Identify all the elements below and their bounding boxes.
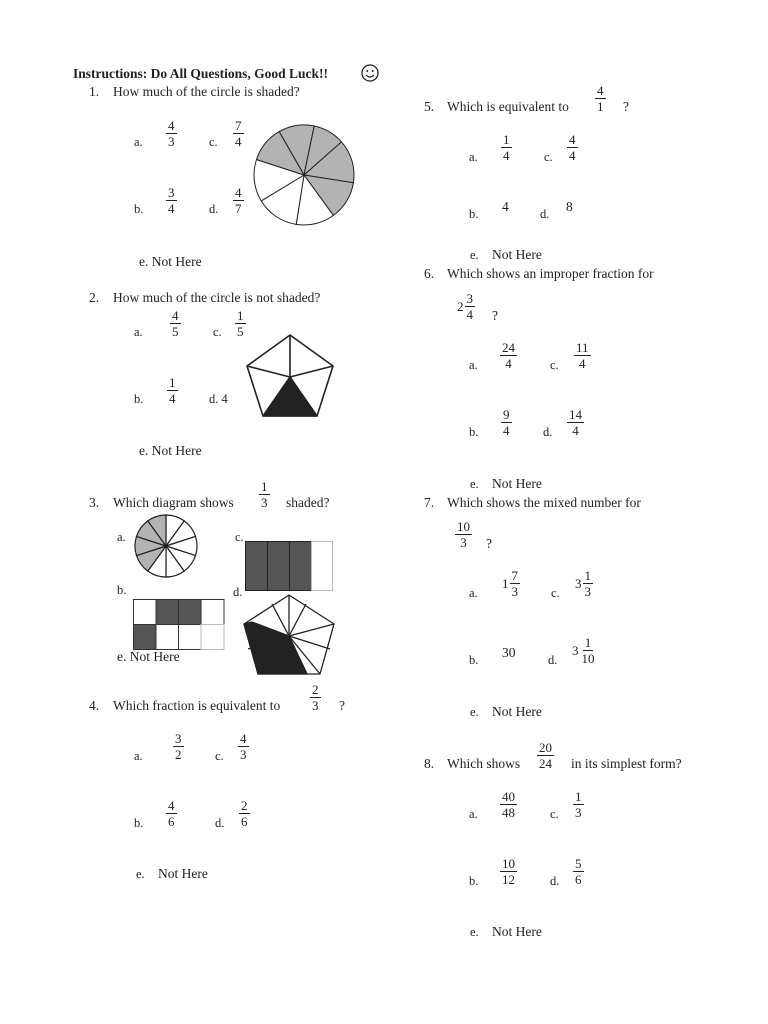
q1-option-b-fraction: $\frac{3}{4}$	[168, 185, 175, 216]
q8-option-d-fraction: $\frac{5}{6}$	[575, 856, 582, 887]
q1-option-c-fraction: $\frac{7}{4}$	[235, 118, 242, 149]
q1-option-b-label[interactable]: b.	[134, 202, 144, 216]
q4-option-a-label[interactable]: a.	[134, 749, 143, 763]
q7-option-e-label[interactable]: e.	[470, 705, 479, 719]
q8-option-d-label[interactable]: d.	[550, 874, 560, 888]
q1-option-d-label[interactable]: d.	[209, 202, 219, 216]
q5-option-e-label[interactable]: e.	[470, 248, 479, 262]
q5-option-a-fraction: $\frac{1}{4}$	[503, 132, 510, 163]
q5-option-d-label[interactable]: d.	[540, 207, 550, 221]
q6-question-mark: ?	[492, 308, 498, 323]
q6-option-d-fraction: $\frac{14}{4}$	[569, 407, 582, 438]
q2-option-a-label[interactable]: a.	[134, 325, 143, 339]
q7-option-c-mixed: 3 $\frac{1}{3}$	[575, 568, 591, 599]
q8-fraction: $\frac{20}{24}$	[539, 740, 552, 771]
q3-option-a-label[interactable]: a.	[117, 530, 126, 544]
q6-option-c-label[interactable]: c.	[550, 358, 559, 372]
q4-option-a-fraction: $\frac{3}{2}$	[175, 731, 182, 762]
q4-option-d-label[interactable]: d.	[215, 816, 225, 830]
q6-option-a-fraction: $\frac{24}{4}$	[502, 340, 515, 371]
q1-option-e[interactable]: e. Not Here	[139, 254, 202, 269]
q5-option-c-fraction: $\frac{4}{4}$	[569, 132, 576, 163]
q3-option-a-circle-diagram[interactable]	[134, 514, 198, 578]
q6-option-d-label[interactable]: d.	[543, 425, 553, 439]
q4-option-b-label[interactable]: b.	[134, 816, 144, 830]
q1-option-d-fraction: $\frac{4}{7}$	[235, 185, 242, 216]
q4-text: Which fraction is equivalent to	[113, 698, 281, 713]
q8-text: Which shows	[447, 756, 521, 771]
q1-option-c-label[interactable]: c.	[209, 135, 218, 149]
q2-option-c-fraction: $\frac{1}{5}$	[237, 308, 244, 339]
q7-option-d-mixed: 3 $\frac{1}{10}$	[572, 635, 595, 666]
q5-text: Which is equivalent to	[447, 99, 569, 114]
q4-option-c-label[interactable]: c.	[215, 749, 224, 763]
q4-option-e-text: Not Here	[158, 866, 208, 881]
q2-text: How much of the circle is not shaded?	[113, 290, 321, 305]
q7-question-mark: ?	[486, 536, 492, 551]
q7-option-e-text: Not Here	[492, 704, 542, 719]
q7-option-b-label[interactable]: b.	[469, 653, 479, 667]
q7-text: Which shows the mixed number for	[447, 495, 641, 510]
q8-option-e-text: Not Here	[492, 924, 542, 939]
q7-number: 7.	[424, 495, 435, 510]
q8-option-e-label[interactable]: e.	[470, 925, 479, 939]
q2-option-d[interactable]: d. 4	[209, 392, 228, 406]
q3-option-b-grid-diagram[interactable]	[133, 599, 225, 651]
q8-option-c-label[interactable]: c.	[550, 807, 559, 821]
q8-text-post: in its simplest form?	[571, 756, 682, 771]
q7-option-a-mixed: 1 $\frac{7}{3}$	[502, 568, 518, 599]
q3-text: Which diagram shows	[113, 495, 234, 510]
q1-number: 1.	[89, 84, 100, 99]
q4-option-d-fraction: $\frac{2}{6}$	[241, 798, 248, 829]
q7-option-d-label[interactable]: d.	[548, 653, 558, 667]
q2-option-c-label[interactable]: c.	[213, 325, 222, 339]
q3-option-b-label[interactable]: b.	[117, 583, 127, 597]
q6-option-a-label[interactable]: a.	[469, 358, 478, 372]
q7-option-b-value: 30	[502, 645, 516, 660]
q8-option-a-fraction: $\frac{40}{48}$	[502, 789, 515, 820]
q6-number: 6.	[424, 266, 435, 281]
q5-question-mark: ?	[623, 99, 629, 114]
q5-option-b-value: 4	[502, 199, 509, 214]
q6-option-b-fraction: $\frac{9}{4}$	[503, 407, 510, 438]
q7-fraction: $\frac{10}{3}$	[457, 519, 470, 550]
q3-option-e[interactable]: e. Not Here	[117, 649, 180, 664]
q3-option-c-bar-diagram[interactable]	[245, 541, 333, 591]
q4-question-mark: ?	[339, 698, 345, 713]
q1-circle-diagram	[254, 125, 354, 225]
q3-option-d-label[interactable]: d.	[233, 585, 243, 599]
q4-option-e-label[interactable]: e.	[136, 867, 145, 881]
q5-option-a-label[interactable]: a.	[469, 150, 478, 164]
q1-option-a-label[interactable]: a.	[134, 135, 143, 149]
q4-fraction: $\frac{2}{3}$	[312, 682, 319, 713]
q4-option-c-fraction: $\frac{4}{3}$	[240, 731, 247, 762]
q8-option-a-label[interactable]: a.	[469, 807, 478, 821]
q2-pentagon-diagram	[245, 334, 335, 418]
q3-option-c-label[interactable]: c.	[235, 530, 244, 544]
q5-option-b-label[interactable]: b.	[469, 207, 479, 221]
q1-text: How much of the circle is shaded?	[113, 84, 300, 99]
q5-option-e-text: Not Here	[492, 247, 542, 262]
q5-number: 5.	[424, 99, 435, 114]
q7-option-a-label[interactable]: a.	[469, 586, 478, 600]
q6-mixed-number: 2 $\frac{3}{4}$	[457, 291, 473, 322]
q4-option-b-fraction: $\frac{4}{6}$	[168, 798, 175, 829]
q3-number: 3.	[89, 495, 100, 510]
q8-number: 8.	[424, 756, 435, 771]
q5-option-c-label[interactable]: c.	[544, 150, 553, 164]
q2-option-a-fraction: $\frac{4}{5}$	[172, 308, 179, 339]
q7-option-c-label[interactable]: c.	[551, 586, 560, 600]
q6-option-e-text: Not Here	[492, 476, 542, 491]
q6-option-c-fraction: $\frac{11}{4}$	[576, 340, 589, 371]
instructions-heading: Instructions: Do All Questions, Good Luck!!	[73, 66, 329, 81]
q4-number: 4.	[89, 698, 100, 713]
q3-fraction: $\frac{1}{3}$	[261, 479, 268, 510]
q2-option-b-label[interactable]: b.	[134, 392, 144, 406]
q2-option-b-fraction: $\frac{1}{4}$	[169, 375, 176, 406]
smiley-icon	[361, 63, 379, 83]
q3-option-d-pentagon-diagram[interactable]	[242, 594, 336, 676]
q8-option-b-fraction: $\frac{10}{12}$	[502, 856, 515, 887]
q2-number: 2.	[89, 290, 100, 305]
q3-text-post: shaded?	[286, 495, 330, 510]
q5-option-d-value: 8	[566, 199, 573, 214]
q6-option-b-label[interactable]: b.	[469, 425, 479, 439]
q8-option-c-fraction: $\frac{1}{3}$	[575, 789, 582, 820]
q5-fraction: $\frac{4}{1}$	[597, 83, 604, 114]
q8-option-b-label[interactable]: b.	[469, 874, 479, 888]
q1-option-a-fraction: $\frac{4}{3}$	[168, 118, 175, 149]
q6-text: Which shows an improper fraction for	[447, 266, 654, 281]
q2-option-e[interactable]: e. Not Here	[139, 443, 202, 458]
q6-option-e-label[interactable]: e.	[470, 477, 479, 491]
